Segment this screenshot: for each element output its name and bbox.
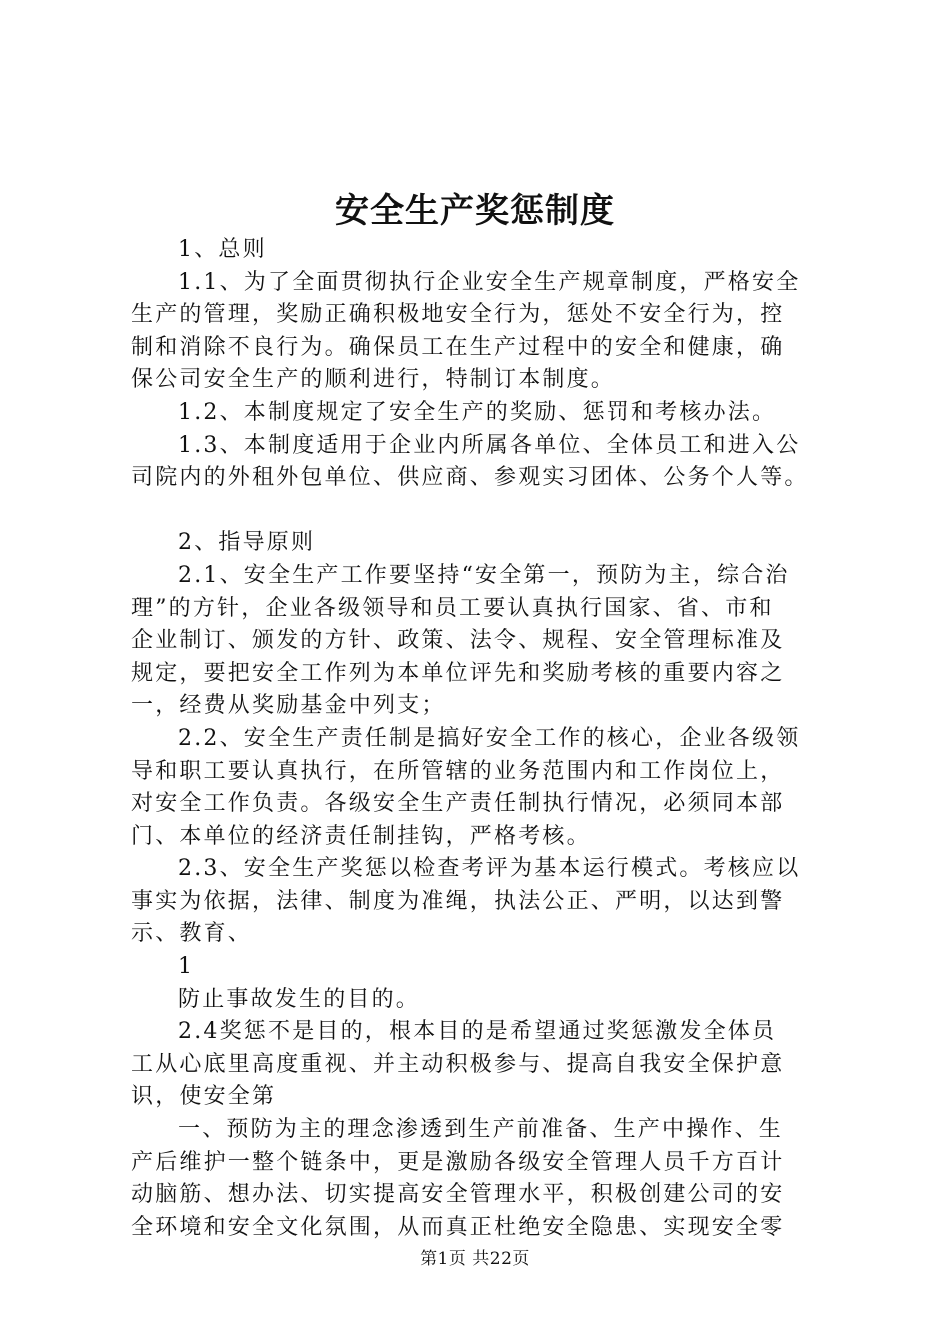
paragraph-line: 1.2、本制度规定了安全生产的奖励、惩罚和考核办法。 (178, 399, 777, 425)
paragraph-line: 工从心底里高度重视、并主动积极参与、提高自我安全保护意 (131, 1051, 785, 1077)
paragraph-line: 全环境和安全文化氛围，从而真正杜绝安全隐患、实现安全零 (131, 1214, 785, 1240)
paragraph-line: 制和消除不良行为。确保员工在生产过程中的安全和健康，确 (131, 334, 785, 360)
paragraph-line: 保公司安全生产的顺利进行，特制订本制度。 (131, 367, 616, 393)
paragraph-line: 企业制订、颁发的方针、政策、法令、规程、安全管理标准及 (131, 628, 785, 654)
document-title: 安全生产奖惩制度 (335, 191, 615, 231)
blank-line (131, 495, 836, 528)
paragraph-line: 1.1、为了全面贯彻执行企业安全生产规章制度，严格安全 (178, 269, 801, 295)
page-footer: 第1页 共22页 (420, 1249, 530, 1269)
section-heading-2: 2、指导原则 (178, 530, 316, 556)
paragraph-line: 导和职工要认真执行，在所管辖的业务范围内和工作岗位上， (131, 758, 785, 784)
section-heading-1: 1、总则 (178, 237, 267, 262)
paragraph-line: 生产的管理，奖励正确积极地安全行为，惩处不安全行为，控 (131, 302, 785, 328)
paragraph-line: 示、教育、 (131, 921, 253, 947)
paragraph-line: 理”的方针，企业各级领导和员工要认真执行国家、省、市和 (131, 595, 774, 621)
paragraph-line: 规定，要把安全工作列为本单位评先和奖励考核的重要内容之 (131, 660, 785, 686)
paragraph-line: 识，使安全第 (131, 1084, 277, 1110)
paragraph-line: 1.3、本制度适用于企业内所属各单位、全体员工和进入公 (178, 432, 801, 458)
paragraph-line: 事实为依据，法律、制度为准绳，执法公正、严明，以达到警 (131, 888, 785, 914)
paragraph-line: 产后维护一整个链条中，更是激励各级安全管理人员千方百计 (131, 1149, 785, 1175)
document-body (131, 234, 836, 1244)
paragraph-line: 门、本单位的经济责任制挂钩，严格考核。 (131, 823, 591, 849)
paragraph-line: 防止事故发生的目的。 (178, 986, 421, 1012)
paragraph-line: 对安全工作负责。各级安全生产责任制执行情况，必须同本部 (131, 791, 785, 817)
paragraph-line: 2.1、安全生产工作要坚持“安全第一，预防为主，综合治 (178, 562, 790, 588)
paragraph-line: 2.4奖惩不是目的，根本目的是希望通过奖惩激发全体员 (178, 1019, 777, 1045)
paragraph-line: 动脑筋、想办法、切实提高安全管理水平，积极创建公司的安 (131, 1182, 785, 1208)
paragraph-line: 一，经费从奖励基金中列支； (131, 693, 446, 719)
paragraph-line: 司院内的外租外包单位、供应商、参观实习团体、公务个人等。 (131, 465, 809, 491)
paragraph-line: 一、预防为主的理念渗透到生产前准备、生产中操作、生 (178, 1117, 784, 1143)
paragraph-line: 2.2、安全生产责任制是搞好安全工作的核心，企业各级领 (178, 725, 801, 751)
inline-page-number: 1 (178, 954, 195, 980)
paragraph-line: 2.3、安全生产奖惩以检查考评为基本运行模式。考核应以 (178, 856, 801, 882)
